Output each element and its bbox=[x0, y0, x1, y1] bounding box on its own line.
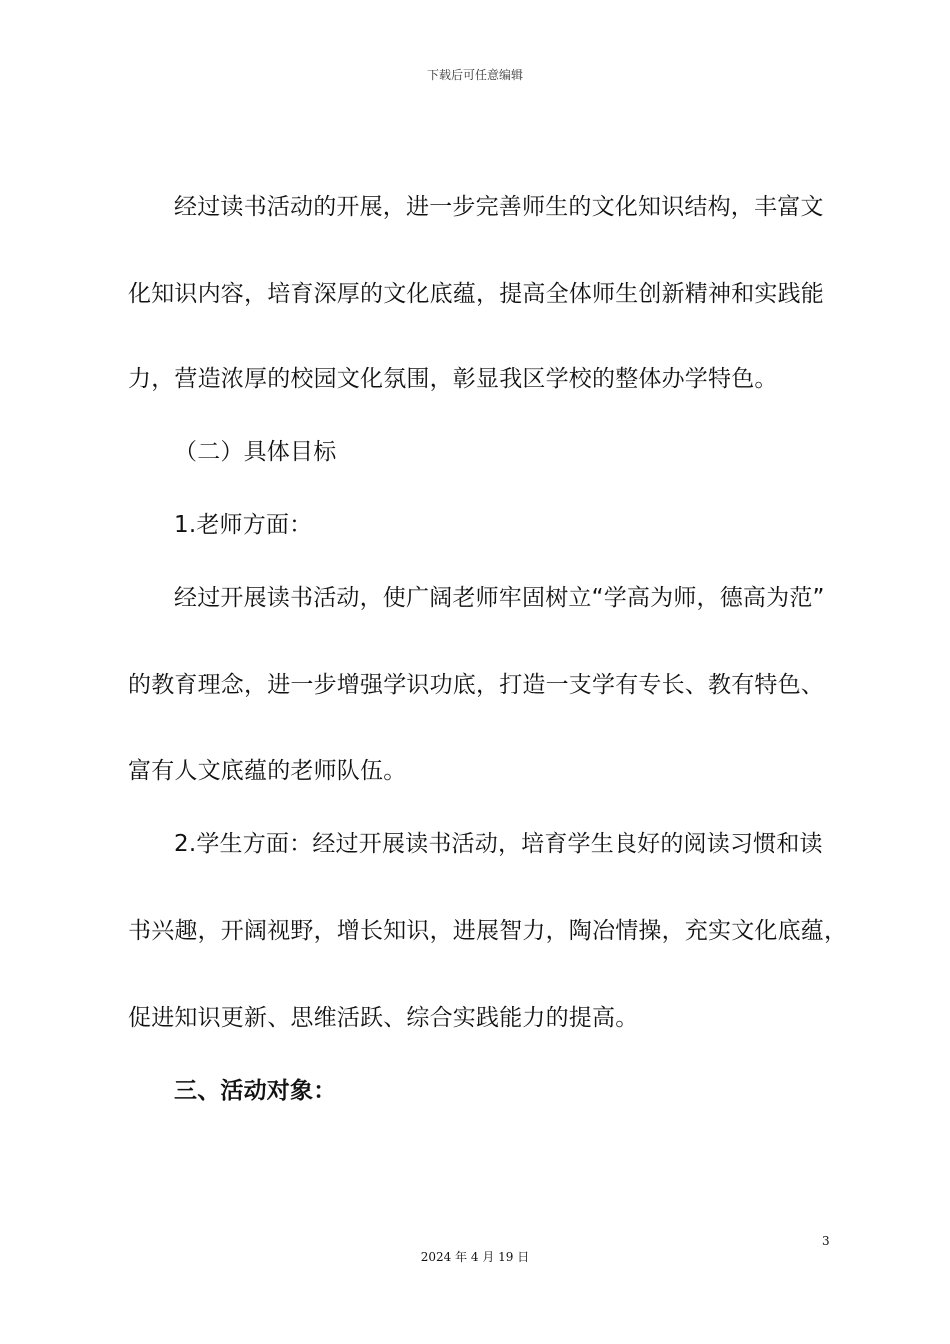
paragraph-line: 化知识内容，培育深厚的文化底蕴，提高全体师生创新精神和实践能 bbox=[128, 281, 824, 307]
paragraph-line: 书兴趣，开阔视野，增长知识，进展智力，陶冶情操，充实文化底蕴， bbox=[128, 918, 848, 944]
page-header: 下载后可任意编辑 bbox=[426, 68, 523, 82]
paragraph-line: 经过开展读书活动，使广阔老师牢固树立“学高为师，德高为范” bbox=[174, 585, 825, 611]
section-heading: 三、活动对象： bbox=[174, 1078, 337, 1104]
paragraph-line: 富有人文底蕴的老师队伍。 bbox=[128, 758, 407, 784]
subheading: （二）具体目标 bbox=[174, 439, 337, 465]
paragraph-line: 的教育理念，进一步增强学识功底，打造一支学有专长、教有特色、 bbox=[128, 672, 824, 698]
paragraph-line: 力，营造浓厚的校园文化氛围，彰显我区学校的整体办学特色。 bbox=[128, 366, 778, 392]
paragraph-line: 2.学生方面：经过开展读书活动，培育学生良好的阅读习惯和读 bbox=[174, 831, 823, 857]
page-number: 3 bbox=[822, 1234, 830, 1248]
item-title: 1.老师方面： bbox=[174, 512, 313, 538]
paragraph-line: 促进知识更新、思维活跃、综合实践能力的提高。 bbox=[128, 1005, 639, 1031]
paragraph-line: 经过读书活动的开展，进一步完善师生的文化知识结构，丰富文 bbox=[174, 194, 824, 220]
footer-date: 2024 年 4 月 19 日 bbox=[420, 1250, 530, 1264]
